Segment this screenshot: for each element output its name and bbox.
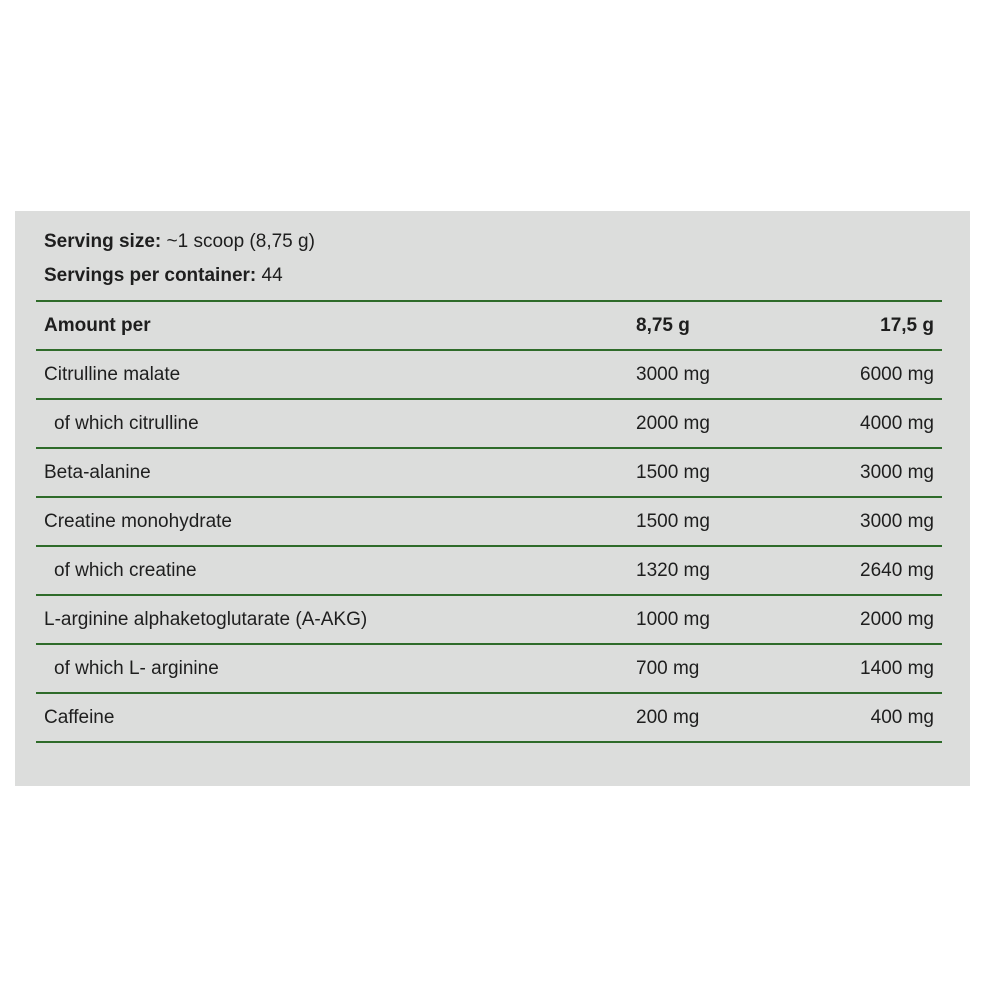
amount-serving-1: 2000 mg: [636, 413, 710, 434]
header-serving-2: 17,5 g: [880, 315, 934, 336]
ingredient-name: L-arginine alphaketoglutarate (A-AKG): [44, 609, 368, 630]
table-row: [36, 547, 942, 594]
nutrition-table: [36, 300, 942, 743]
amount-serving-2: 3000 mg: [860, 462, 934, 483]
header-amount-per: Amount per: [44, 315, 151, 336]
amount-serving-2: 400 mg: [870, 707, 934, 728]
ingredient-name: of which creatine: [54, 560, 197, 581]
supplement-facts-panel: [15, 211, 970, 786]
ingredient-name: Creatine monohydrate: [44, 511, 232, 532]
table-row: [36, 596, 942, 643]
amount-serving-2: 2640 mg: [860, 560, 934, 581]
amount-serving-1: 1500 mg: [636, 462, 710, 483]
amount-serving-1: 1320 mg: [636, 560, 710, 581]
serving-size-label: Serving size:: [44, 231, 162, 252]
servings-per-container-label: Servings per container:: [44, 265, 257, 286]
amount-serving-2: 1400 mg: [860, 658, 934, 679]
table-row: [36, 498, 942, 545]
ingredient-name: of which citrulline: [54, 413, 199, 434]
amount-serving-1: 1500 mg: [636, 511, 710, 532]
amount-serving-1: 1000 mg: [636, 609, 710, 630]
table-divider: [36, 741, 942, 743]
ingredient-name: Citrulline malate: [44, 364, 181, 385]
amount-serving-2: 4000 mg: [860, 413, 934, 434]
amount-serving-1: 200 mg: [636, 707, 700, 728]
ingredient-name: of which L- arginine: [54, 658, 219, 679]
ingredient-name: Beta-alanine: [44, 462, 151, 483]
header-serving-1: 8,75 g: [636, 315, 690, 336]
serving-size-value: ~1 scoop (8,75 g): [166, 231, 315, 252]
servings-per-container-value: 44: [261, 265, 283, 286]
serving-size: [44, 231, 315, 253]
table-row: [36, 645, 942, 692]
table-header-row: [36, 302, 942, 349]
table-row: [36, 351, 942, 398]
amount-serving-1: 3000 mg: [636, 364, 710, 385]
amount-serving-2: 2000 mg: [860, 609, 934, 630]
amount-serving-1: 700 mg: [636, 658, 700, 679]
ingredient-name: Caffeine: [44, 707, 115, 728]
amount-serving-2: 3000 mg: [860, 511, 934, 532]
table-row: [36, 400, 942, 447]
servings-per-container: [44, 265, 283, 287]
table-body: [36, 351, 942, 743]
table-row: [36, 694, 942, 741]
table-row: [36, 449, 942, 496]
amount-serving-2: 6000 mg: [860, 364, 934, 385]
